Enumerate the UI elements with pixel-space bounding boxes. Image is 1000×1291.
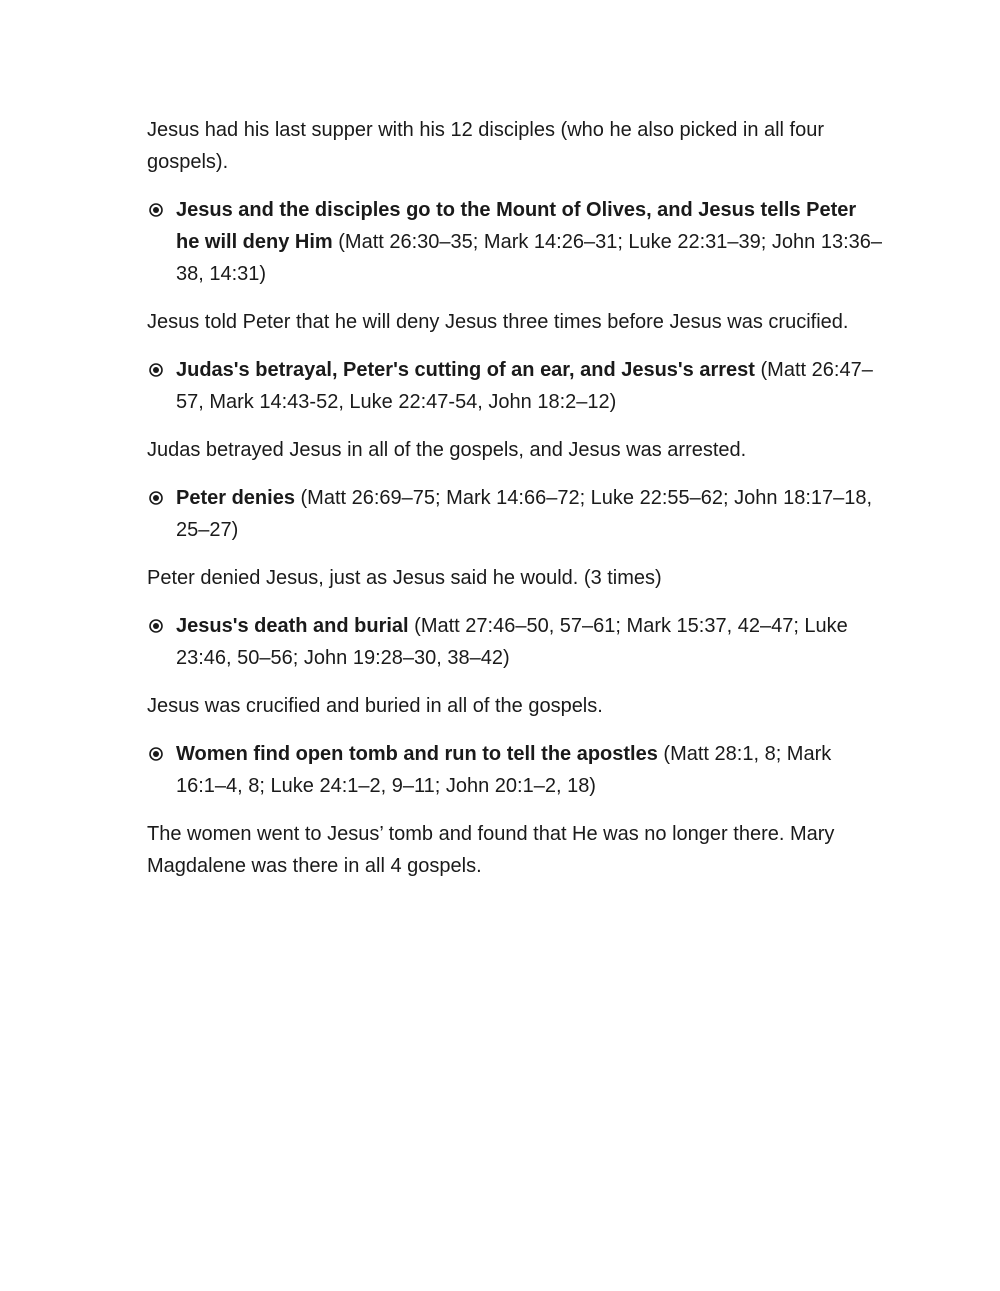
radio-circle-icon bbox=[149, 363, 163, 377]
bullet-heading: Women find open tomb and run to tell the apostles bbox=[176, 743, 658, 765]
bullet-references: (Matt 26:30–35; Mark 14:26–31; Luke 22:31–39; John 13:36–38, 14:31) bbox=[176, 231, 882, 285]
radio-circle-icon bbox=[149, 747, 163, 761]
bullet-judas-betrayal bbox=[147, 354, 882, 418]
bullet-heading: Judas's betrayal, Peter's cutting of an ear, and Jesus's arrest bbox=[176, 359, 755, 381]
bullet-references: (Matt 27:46–50, 57–61; Mark 15:37, 42–47; Luke 23:46, 50–56; John 19:28–30, 38–42) bbox=[176, 615, 848, 669]
bullet-peter-denies bbox=[147, 482, 882, 546]
bullet-references: (Matt 28:1, 8; Mark 16:1–4, 8; Luke 24:1–2, 9–11; John 20:1–2, 18) bbox=[176, 743, 832, 797]
bullet-open-tomb bbox=[147, 738, 882, 802]
paragraph-women-tomb: The women went to Jesus’ tomb and found that He was no longer there. Mary Magdalene was there in all 4 gospels. bbox=[147, 823, 835, 877]
bullet-death-burial bbox=[147, 610, 882, 674]
paragraph-last-supper: Jesus had his last supper with his 12 disciples (who he also picked in all four gospels). bbox=[147, 119, 825, 173]
radio-circle-icon bbox=[149, 619, 163, 633]
paragraph-judas: Judas betrayed Jesus in all of the gospels, and Jesus was arrested. bbox=[147, 439, 747, 461]
paragraph-peter-deny: Jesus told Peter that he will deny Jesus three times before Jesus was crucified. bbox=[147, 311, 849, 333]
paragraph-peter-denied: Peter denied Jesus, just as Jesus said he would. (3 times) bbox=[147, 567, 662, 589]
bullet-references: (Matt 26:69–75; Mark 14:66–72; Luke 22:55–62; John 18:17–18, 25–27) bbox=[176, 487, 873, 541]
bullet-heading: Jesus and the disciples go to the Mount of Olives, and Jesus tells Peter he will deny Him bbox=[176, 199, 857, 253]
bullet-heading: Jesus's death and burial bbox=[176, 615, 409, 637]
bullet-references: (Matt 26:47–57, Mark 14:43-52, Luke 22:47-54, John 18:2–12) bbox=[176, 359, 873, 413]
paragraph-crucified: Jesus was crucified and buried in all of the gospels. bbox=[147, 695, 603, 717]
radio-circle-icon bbox=[149, 491, 163, 505]
bullet-mount-of-olives bbox=[147, 194, 882, 290]
document-page bbox=[147, 114, 882, 898]
bullet-heading: Peter denies bbox=[176, 487, 295, 509]
radio-circle-icon bbox=[149, 203, 163, 217]
